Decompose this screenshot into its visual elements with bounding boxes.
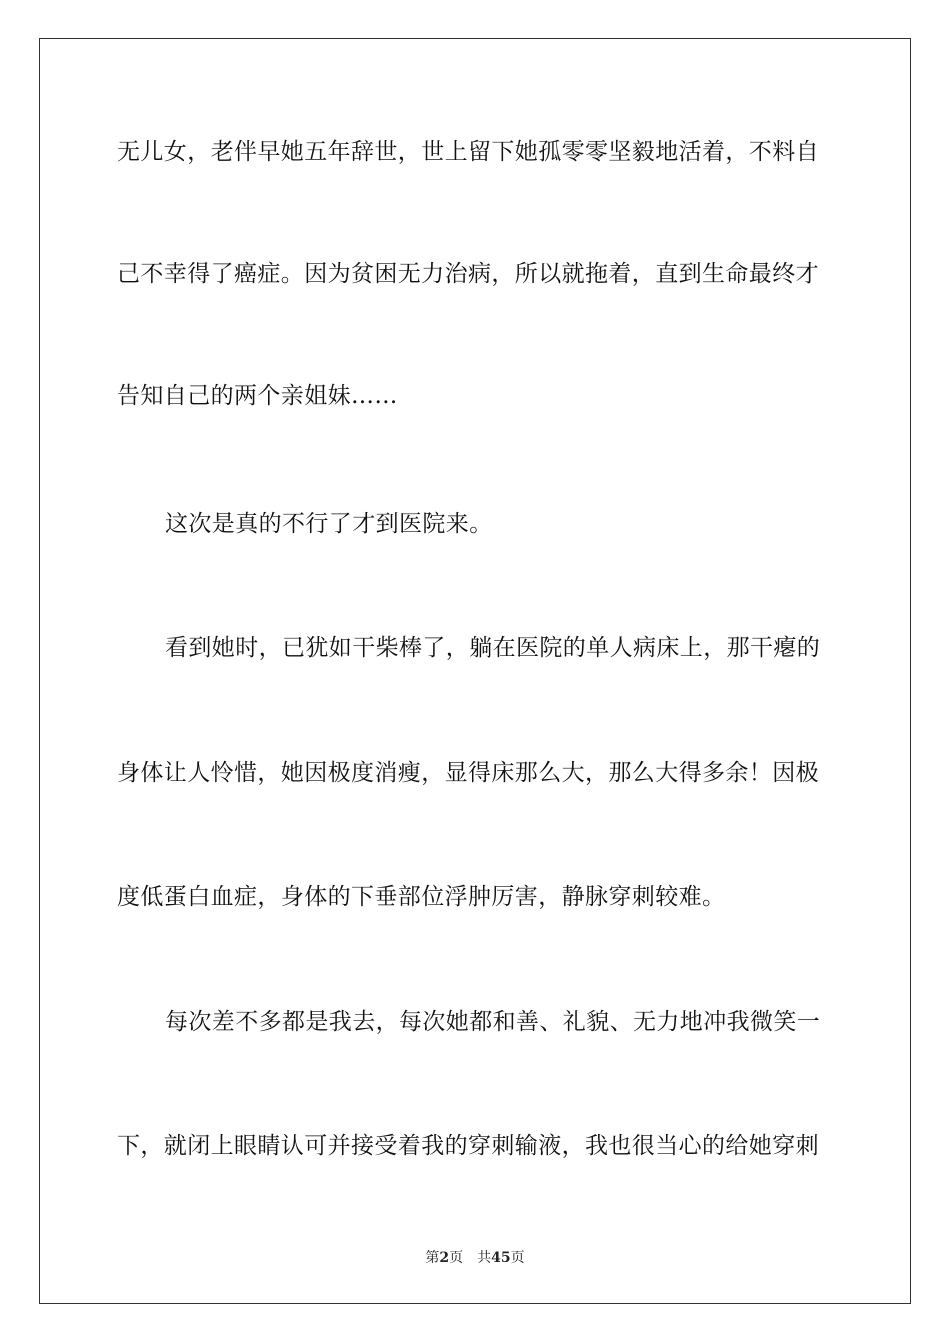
text-line: 告知自己的两个亲姐妹…… bbox=[117, 383, 398, 409]
text-line: 度低蛋白血症，身体的下垂部位浮肿厉害，静脉穿刺较难。 bbox=[117, 884, 726, 910]
page-number: 2 bbox=[439, 1250, 450, 1266]
paragraph-first-line: 这次是真的不行了才到医院来。 bbox=[165, 511, 493, 537]
page-border bbox=[39, 38, 911, 1304]
total-pages: 45 bbox=[491, 1250, 511, 1266]
page-suffix: 页 bbox=[449, 1250, 464, 1266]
total-prefix: 共 bbox=[477, 1250, 492, 1266]
text-line: 己不幸得了癌症。因为贫困无力治病，所以就拖着，直到生命最终才 bbox=[117, 261, 819, 287]
paragraph-first-line: 每次差不多都是我去，每次她都和善、礼貌、无力地冲我微笑一 bbox=[165, 1009, 821, 1035]
paragraph-first-line: 看到她时，已犹如干柴棒了，躺在医院的单人病床上，那干瘪的 bbox=[165, 635, 821, 661]
page-prefix: 第 bbox=[425, 1250, 440, 1266]
page-footer bbox=[0, 1248, 950, 1268]
text-line: 下，就闭上眼睛认可并接受着我的穿刺输液，我也很当心的给她穿刺 bbox=[117, 1133, 819, 1159]
total-suffix: 页 bbox=[510, 1250, 525, 1266]
text-line: 无儿女，老伴早她五年辞世，世上留下她孤零零坚毅地活着，不料自 bbox=[117, 139, 819, 165]
text-line: 身体让人怜惜，她因极度消瘦，显得床那么大，那么大得多余！因极 bbox=[117, 760, 819, 786]
